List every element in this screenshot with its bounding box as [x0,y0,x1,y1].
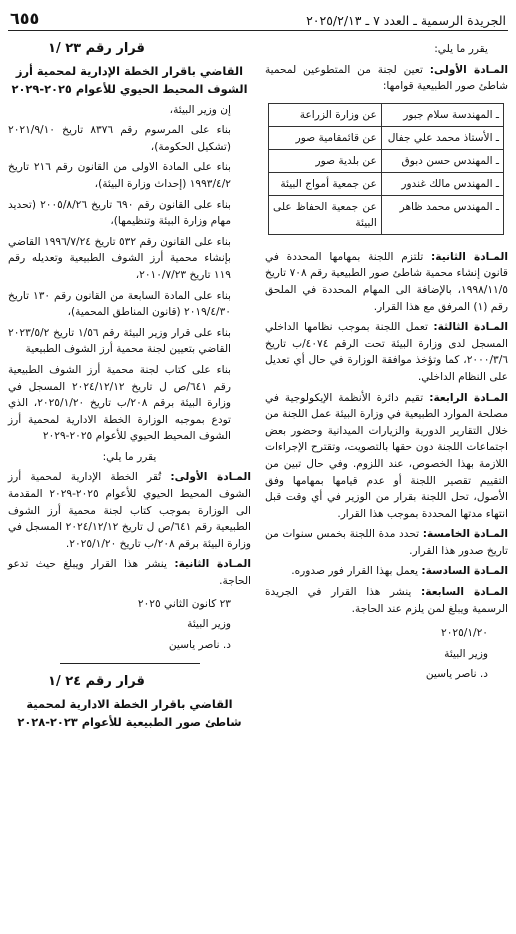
preamble-line: بناء على المادة الاولى من القانون رقم ٢١٦ تاريخ ١٩٩٣/٤/٢ (إحداث وزارة البيئة)، [8,161,231,190]
member-org: عن جمعية أمواج البيئة [269,172,382,195]
member-name: ـ المهندس محمد ظاهر [381,195,503,234]
page-number: ٦٥٥ [10,9,40,28]
member-name: ـ الأستاذ محمد علي جفال [381,126,503,149]
signer-name: د. ناصر ياسين [168,638,231,651]
decides-intro: يقرر ما يلي: [434,43,488,55]
article-text: ينشر هذا القرار في الجريدة الرسمية ويبلغ لمن يلزم عند الحاجة. [265,586,508,615]
article-text: تعمل اللجنة بموجب نظامها الداخلي المسجل لدى وزارة البيئة تحت الرقم ٤٠٧٤/ب تاريخ ٢٠٠٠/٣/٦، كما وتؤخذ موافقة الوزارة في حال أي تعديل على النظام الداخلي. [265,321,508,383]
article-text: تحدد مدة اللجنة بخمس سنوات من تاريخ صدور هذا القرار. [265,528,508,557]
decision-title: القاضي باقرار الخطة الإدارية لمحمية أرز الشوف المحيط الحيوي للأعوام ٢٠٢٥-٢٠٢٩ [11,63,248,96]
signer-title: وزير البيئة [187,618,231,631]
decision-number: قرار رقم ٢٤ /١ [48,674,145,690]
preamble-line: بناء على القانون رقم ٦٩٠ تاريخ ٢٠٠٥/٨/٢٦ (تحديد مهام وزارة البيئة وتنظيمها)، [8,198,232,228]
article-text: تقيم دائرة الأنظمة الإيكولوجية في مصلحة الموارد الطبيعية في وزارة البيئة عمل اللجنة من خلال التقارير الدورية والزيارات الميدانية وحضور بعض اجتماعات اللجنة دون حقها بالتصويت، وتقترح الإجراءات اللازمة بهذا الخصوص، عند اللزوم. وفي حال تبين من التقييم تقصير اللجنة أو عدم قيامها بمهامها وفق الأصول، تحل اللجنة بقرار من الوزير في أي وقت قبل انتهاء مدتها المحددة بموجب هذا القرار. [265,391,508,520]
article-3 [265,319,508,385]
article-label: المـادة الخامسة: [422,528,508,541]
article-label: المـادة الثانية: [174,558,251,571]
table-row [269,126,504,149]
preamble-line: بناء على قرار وزير البيئة رقم ١/٥٦ تاريخ ٢٠٢٣/٥/٢ القاضي بتعيين لجنة محمية أرز الشوف الطبيعية [8,326,231,356]
article-text: تُقر الخطة الإدارية لمحمية أرز الشوف المحيط الحيوي للأعوام ٢٠٢٥-٢٠٢٩ المقدمة الى الوزارة بموجب كتاب لجنة محمية أرز الشوف الطبيعية رقم ٦٤١/ص ل تاريخ ٢٠٢٤/١٢/١٢ المسجل في وزارة البيئة برقم ٢٠٨/ب تاريخ ٢٠٢٥/١/٢٠. [8,471,251,550]
article-label: المـادة الأولى: [170,471,251,484]
decision-divider [60,663,200,664]
member-name: ـ المهندس مالك غندور [381,172,503,195]
preamble-line: بناء على المرسوم رقم ٨٣٧٦ تاريخ ٢٠٢١/٩/١٠ (تشكيل الحكومة)، [8,124,231,153]
page-columns [8,41,508,735]
article-text: ينشر هذا القرار ويبلغ حيث تدعو الحاجة. [8,558,251,588]
article-label: المـادة الأولى: [429,63,508,76]
article-1 [8,469,251,552]
decision-date: ٢٣ كانون الثاني ٢٠٢٥ [137,597,231,610]
page-header [8,6,508,31]
preamble-line: بناء على كتاب لجنة محمية أرز الشوف الطبيعية رقم ٦٤١/ص ل تاريخ ٢٠٢٤/١٢/١٢ المسجل في وزارة البيئة برقم ٢٠٨/ب تاريخ ٢٠٢٥/١/٢٠، الذي تودع بموجبه الوزارة الخطة الادارية لمحمية أرز الشوف المحيط الحيوي للأعوام ٢٠٢٥-٢٠٢٩ [8,363,232,443]
article-2 [265,249,508,315]
member-org: عن قائمقامية صور [269,126,382,149]
article-label: المـادة الرابعة: [429,391,508,404]
preamble-line: إن وزير البيئة، [169,103,231,116]
article-5 [265,526,508,559]
table-row [269,149,504,172]
right-column [265,41,508,735]
decision-title: القاضي باقرار الخطة الادارية لمحمية شاطئ صور الطبيعية للأعوام ٢٠٢٣-٢٠٢٨ [17,697,242,729]
preamble-line: بناء على المادة السابعة من القانون رقم ١٣٠ تاريخ ٢٠١٩/٤/٣٠ (قانون المناطق المحمية)، [8,289,231,319]
member-org: عن وزارة الزراعة [269,103,382,126]
article-label: المـادة السابعة: [421,586,508,599]
article-7 [265,584,508,617]
member-org: عن بلدية صور [269,149,382,172]
table-row [269,103,504,126]
left-column [8,41,251,735]
decision-number: قرار رقم ٢٣ /١ [48,41,145,56]
preamble-line: بناء على القانون رقم ٥٣٢ تاريخ ١٩٩٦/٧/٢٤ القاضي بإنشاء محمية أرز الشوف الطبيعية وتعديله رقم ١١٩ تاريخ ٢٠١٠/٧/٢٣، [8,235,232,281]
article-text: تعين لجنة من المتطوعين لمحمية شاطئ صور الطبيعية قوامها: [265,63,508,93]
article-label: المـادة الثالثة: [433,321,508,334]
table-row [269,195,504,234]
member-name: ـ المهندس حسن دبوق [381,149,503,172]
publication-title: الجريدة الرسمية ـ العدد ٧ ـ ٢٠٢٥/٢/١٣ [306,13,506,28]
decision-date: ٢٠٢٥/١/٢٠ [441,627,488,640]
table-row [269,172,504,195]
decides-intro: يقرر ما يلي: [102,450,157,463]
article-label: المـادة السادسة: [421,565,508,578]
article-text: تلتزم اللجنة بمهامها المحددة في قانون إنشاء محمية شاطئ صور الطبيعية رقم ٧٠٨ تاريخ ١٩٩٨/١١/٥، بالإضافة الى المهام المحددة في الملحق رقم (١) المرفق مع هذا القرار. [265,250,508,313]
article-6 [265,563,508,580]
signer-title: وزير البيئة [444,647,488,660]
members-table [268,103,504,235]
signer-name: د. ناصر ياسين [425,668,488,681]
member-org: عن جمعية الحفاظ على البيئة [269,195,382,234]
article-text: يعمل بهذا القرار فور صدوره. [291,565,422,578]
article-label: المـادة الثانية: [431,250,508,263]
article-4 [265,390,508,523]
article-1 [265,62,508,95]
article-2 [8,556,251,589]
member-name: ـ المهندسة سلام جبور [381,103,503,126]
